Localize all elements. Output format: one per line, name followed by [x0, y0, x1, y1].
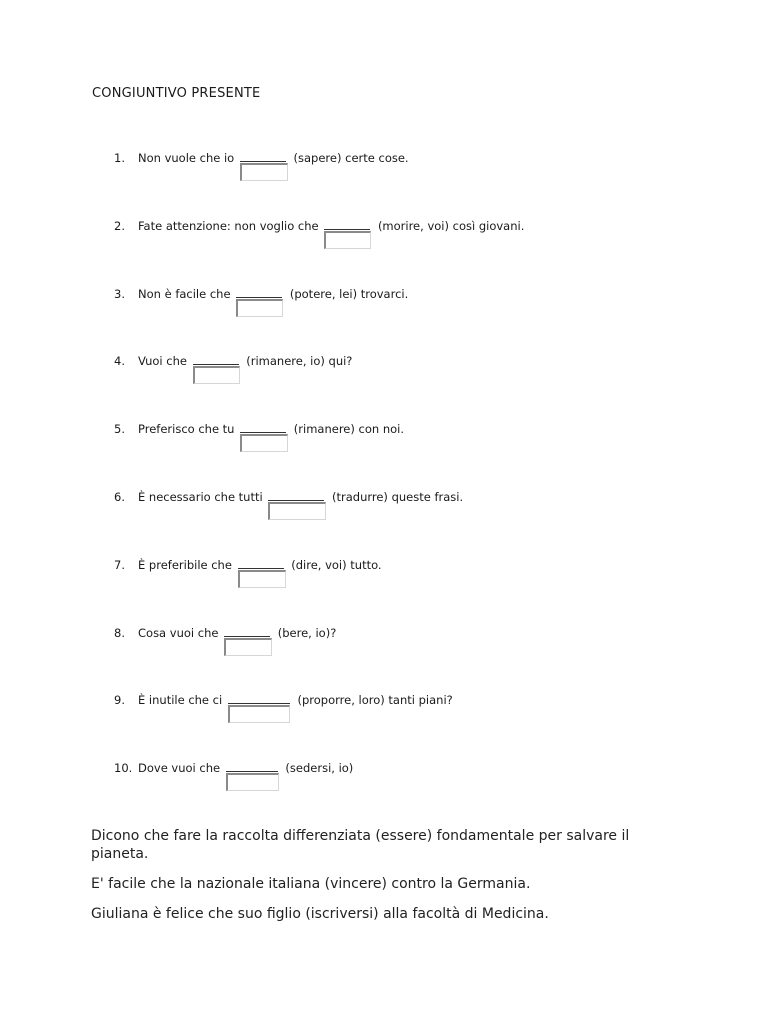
exercise-number: 3. — [114, 287, 125, 301]
exercise-item-10 — [114, 760, 353, 775]
exercise-number: 1. — [114, 151, 125, 165]
exercise-number: 6. — [114, 490, 125, 504]
exercise-item-4 — [114, 353, 352, 368]
exercise-text-before: Non vuole che io — [138, 151, 235, 165]
answer-blank — [240, 421, 286, 433]
answer-input[interactable] — [224, 638, 272, 656]
answer-input[interactable] — [226, 773, 279, 791]
exercise-paragraph-1: Dicono che fare la raccolta differenziata (essere) fondamentale per salvare il pianeta. — [91, 828, 630, 862]
exercise-item-1 — [114, 150, 409, 165]
answer-input[interactable] — [236, 299, 283, 317]
exercise-paragraph-2: E' facile che la nazionale italiana (vincere) contro la Germania. — [91, 876, 531, 892]
exercise-text-before: È necessario che tutti — [138, 490, 263, 504]
exercise-paragraph-3: Giuliana è felice che suo figlio (iscriversi) alla facoltà di Medicina. — [91, 906, 549, 922]
answer-input[interactable] — [228, 705, 290, 723]
exercise-item-8 — [114, 625, 336, 640]
exercise-item-9 — [114, 692, 453, 707]
answer-blank — [238, 557, 284, 569]
answer-input[interactable] — [268, 502, 326, 520]
answer-blank — [268, 489, 324, 501]
exercise-text-before: È inutile che ci — [138, 693, 223, 707]
exercise-item-7 — [114, 557, 382, 572]
exercise-number: 7. — [114, 558, 125, 572]
answer-blank — [226, 760, 278, 772]
answer-blank — [236, 286, 282, 298]
exercise-number: 4. — [114, 354, 125, 368]
answer-input[interactable] — [240, 163, 288, 181]
answer-input[interactable] — [324, 231, 371, 249]
exercise-number: 2. — [114, 219, 125, 233]
answer-blank — [193, 353, 239, 365]
exercise-text-after: (dire, voi) tutto. — [291, 558, 382, 572]
answer-blank — [240, 150, 286, 162]
exercise-text-before: Dove vuoi che — [138, 761, 221, 775]
exercise-text-after: (morire, voi) così giovani. — [377, 219, 525, 233]
answer-blank — [228, 692, 290, 704]
exercise-text-after: (tradurre) queste frasi. — [332, 490, 464, 504]
answer-input[interactable] — [240, 434, 288, 452]
exercise-number: 9. — [114, 693, 125, 707]
exercise-item-2 — [114, 218, 524, 233]
exercise-text-after: (potere, lei) trovarci. — [289, 287, 409, 301]
exercise-item-5 — [114, 421, 404, 436]
exercise-text-after: (rimanere) con noi. — [293, 422, 404, 436]
exercise-text-after: (sapere) certe cose. — [293, 151, 409, 165]
exercise-number: 8. — [114, 626, 125, 640]
exercise-text-before: Preferisco che tu — [138, 422, 235, 436]
exercise-number: 10. — [114, 761, 133, 775]
exercise-text-before: Vuoi che — [138, 354, 187, 368]
exercise-text-after: (bere, io)? — [277, 626, 337, 640]
exercise-text-before: Non è facile che — [138, 287, 231, 301]
answer-blank — [224, 625, 270, 637]
exercise-text-after: (sedersi, io) — [285, 761, 354, 775]
exercise-number: 5. — [114, 422, 125, 436]
exercise-text-after: (proporre, loro) tanti piani? — [297, 693, 453, 707]
page-title: CONGIUNTIVO PRESENTE — [92, 86, 261, 101]
exercise-text-after: (rimanere, io) qui? — [246, 354, 353, 368]
answer-blank — [324, 218, 370, 230]
answer-input[interactable] — [193, 366, 240, 384]
exercise-text-before: Cosa vuoi che — [138, 626, 219, 640]
exercise-text-before: È preferibile che — [138, 558, 232, 572]
exercise-item-6 — [114, 489, 463, 504]
exercise-text-before: Fate attenzione: non voglio che — [138, 219, 319, 233]
answer-input[interactable] — [238, 570, 286, 588]
exercise-item-3 — [114, 286, 408, 301]
